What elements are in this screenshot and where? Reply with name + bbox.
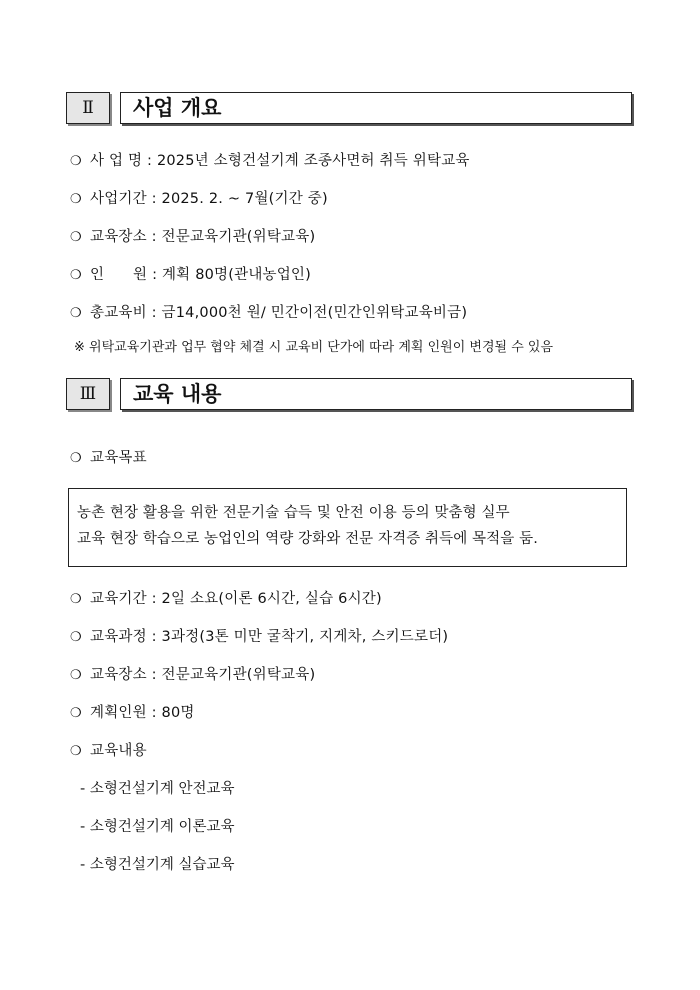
circle-bullet-icon: ❍: [70, 668, 82, 683]
goal-line: 농촌 현장 활용을 위한 전문기술 습득 및 안전 이용 등의 맞춤형 실무: [77, 505, 510, 521]
list-item-personnel: [70, 265, 311, 286]
circle-bullet-icon: ❍: [70, 268, 82, 283]
content-item-practice: - 소형건설기계 실습교육: [80, 857, 235, 873]
list-item-project-period: [70, 189, 328, 210]
item-text: 교육장소 : 전문교육기관(위탁교육): [90, 667, 316, 683]
list-item-planned-personnel: [70, 703, 195, 724]
circle-bullet-icon: ❍: [70, 451, 82, 466]
circle-bullet-icon: ❍: [70, 154, 82, 169]
circle-bullet-icon: ❍: [70, 306, 82, 321]
section-number: Ⅲ: [66, 378, 110, 410]
circle-bullet-icon: ❍: [70, 630, 82, 645]
footnote: ※ 위탁교육기관과 업무 협약 체결 시 교육비 단가에 따라 계획 인원이 변경될 수 있음: [74, 340, 554, 355]
item-text: 계획인원 : 80명: [90, 705, 195, 721]
item-text: 교육과정 : 3과정(3톤 미만 굴착기, 지게차, 스키드로더): [90, 629, 449, 645]
section-header-overview: [66, 92, 632, 128]
list-item-goal-label: [70, 448, 147, 469]
item-text: 총교육비 : 금14,000천 원/ 민간이전(민간인위탁교육비금): [90, 305, 468, 321]
list-item-edu-location: [70, 665, 315, 686]
list-item-total-cost: [70, 303, 467, 324]
goal-box: [68, 488, 627, 567]
list-item-project-name: [70, 151, 470, 172]
section-title: 사업 개요: [120, 92, 632, 124]
section-number: Ⅱ: [66, 92, 110, 124]
item-text: 교육내용: [90, 743, 147, 759]
content-item-theory: - 소형건설기계 이론교육: [80, 819, 235, 835]
item-text: 교육장소 : 전문교육기관(위탁교육): [90, 229, 316, 245]
section-header-content: [66, 378, 632, 414]
list-item-location: [70, 227, 315, 248]
circle-bullet-icon: ❍: [70, 230, 82, 245]
circle-bullet-icon: ❍: [70, 192, 82, 207]
circle-bullet-icon: ❍: [70, 592, 82, 607]
content-item-safety: - 소형건설기계 안전교육: [80, 781, 235, 797]
list-item-edu-course: [70, 627, 448, 648]
item-text: 교육기간 : 2일 소요(이론 6시간, 실습 6시간): [90, 591, 382, 607]
circle-bullet-icon: ❍: [70, 706, 82, 721]
circle-bullet-icon: ❍: [70, 744, 82, 759]
list-item-edu-period: [70, 589, 382, 610]
section-title: 교육 내용: [120, 378, 632, 410]
item-text: 인 원 : 계획 80명(관내농업인): [90, 267, 312, 283]
item-text: 사업기간 : 2025. 2. ~ 7월(기간 중): [90, 191, 328, 207]
item-text: 사 업 명 : 2025년 소형건설기계 조종사면허 취득 위탁교육: [90, 153, 470, 169]
goal-line: 교육 현장 학습으로 농업인의 역량 강화와 전문 자격증 취득에 목적을 둠.: [77, 531, 538, 547]
list-item-edu-content: [70, 741, 147, 762]
item-text: 교육목표: [90, 450, 147, 466]
